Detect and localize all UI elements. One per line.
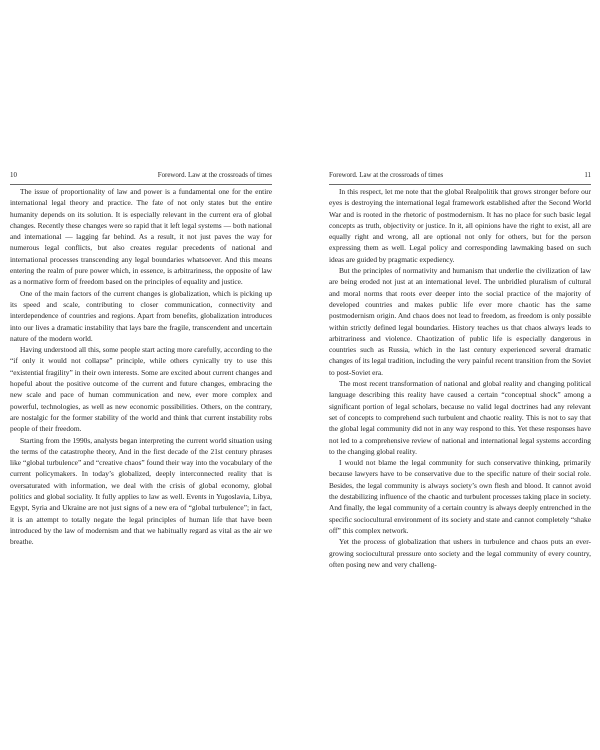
paragraph: Yet the process of globalization that ushers in turbulence and chaos puts an ever-growing sociocultural pressure onto society and the legal community of every country, often posing new and very challeng- [329, 537, 591, 569]
left-running-head [10, 172, 272, 185]
paragraph: The most recent transformation of national and global reality and changing political language describing this reality have caused a certain “conceptual shock” among a significant portion of legal scholars, because no valid legal doctrines had any relevant set of concepts to comprehend such turbulent and chaotic reality. This is not to say that the global legal community did not in any way respond to this. Yet these responses have not led to a comprehensive review of national and international legal systems according to the changing global reality. [329, 379, 591, 456]
paragraph: I would not blame the legal community for such conservative thinking, primarily because lawyers have to be conservative due to the specific nature of their social role. Besides, the legal community is always society’s own flesh and blood. It cannot avoid the destabilizing influence of the chaotic and turbulent processes taking place in society. And finally, the legal community of a certain country is always deeply entrenched in the specific sociocultural environment of its society and state and cannot completely “shake off” this complex network. [329, 458, 591, 535]
paragraph: Having understood all this, some people start acting more carefully, according to the “if only it would not collapse” principle, while others cynically try to use this “existential fragility” in their own interests. Some are excited about current changes and hopeful about the positive outcome of the current and future changes, embracing the new scale and pace of human communication and new, ever more complex and powerful, technologies, as well as new economic possibilities. Others, on the contrary, are nostalgic for the former stability of the world and think that current instability robs people of their freedom. [10, 345, 272, 434]
paragraph: In this respect, let me note that the global Realpolitik that grows stronger before our eyes is destroying the international legal framework established after the Second World War and is rooted in the rhetoric of postmodernism. It has no place for such basic legal concepts as truth, objectivity or justice. In it, all opinions have the right to exist, all are equally right and wrong, all are optional not only for others, but for the person expressing them as well. Legal policy and corresponding lawmaking based on such ideas are guided by pragmatic expediency. [329, 187, 591, 264]
running-title: Foreword. Law at the crossroads of times [157, 172, 272, 179]
left-page [10, 0, 272, 548]
right-running-head [329, 172, 591, 185]
paragraph: Starting from the 1990s, analysts began interpreting the current world situation using the terms of the catastrophe theory, And in the first decade of the 21st century phrases like “global turbulence” and “creative chaos” found their way into the vocabulary of the current policymakers. In today’s globalized, deeply interconnected reality that is oversaturated with information, we deal with the crisis of global economy, global politics and global sociality. It fully applies to law as well. Events in Yugoslavia, Libya, Egypt, Syria and Ukraine are not just signs of a new era of “global turbulence”; in fact, it is an attempt to totally negate the legal principles of human life that have been introduced by the law of modernism and that we habitually regard as vital as the air we breathe. [10, 435, 272, 547]
paragraph: But the principles of normativity and humanism that underlie the civilization of law are being eroded not just at an international level. The unbridled pluralism of cultural and moral norms that roots ever deeper into the social practice of the majority of developed countries and makes public life ever more chaotic has the same postmodernism origin. And chaos does not lead to freedom, as freedom is only possible within strictly defined legal boundaries. History teaches us that chaos always leads to arbitrariness and violence. Chaotization of public life is especially dangerous in countries such as Russia, which in the last century experienced several dramatic changes of its legal tradition, including the very painful recent transition from the Soviet to post-Soviet era. [329, 266, 591, 377]
right-page-body [329, 186, 591, 570]
paragraph: One of the main factors of the current changes is globalization, which is picking up its speed and scale, contributing to closer communication, connectivity and interdependence of countries and regions. Apart from benefits, globalization introduces into our lives a dramatic instability that lays bare the fragile, transcendent and uncertain nature of the modern world. [10, 288, 272, 343]
running-title: Foreword. Law at the crossroads of times [329, 172, 444, 179]
page-number: 11 [584, 172, 591, 179]
paragraph: The issue of proportionality of law and power is a fundamental one for the entire international legal theory and practice. The fate of not only states but the entire humanity depends on its solution. It is especially relevant in the current era of global changes. Recently these changes were so rapid that it left legal systems — both national and international — lagging far behind. As a result, it not just paves the way for numerous legal conflicts, but also creates regular precedents of national and international processes transcending any legal boundaries whatsoever. And this means entering the realm of pure power which, in essence, is arbitrariness, the opposite of law as a normative form of freedom based on the principles of equality and justice. [10, 187, 272, 287]
page-number: 10 [10, 172, 17, 179]
right-page [329, 0, 591, 570]
left-page-body [10, 186, 272, 548]
